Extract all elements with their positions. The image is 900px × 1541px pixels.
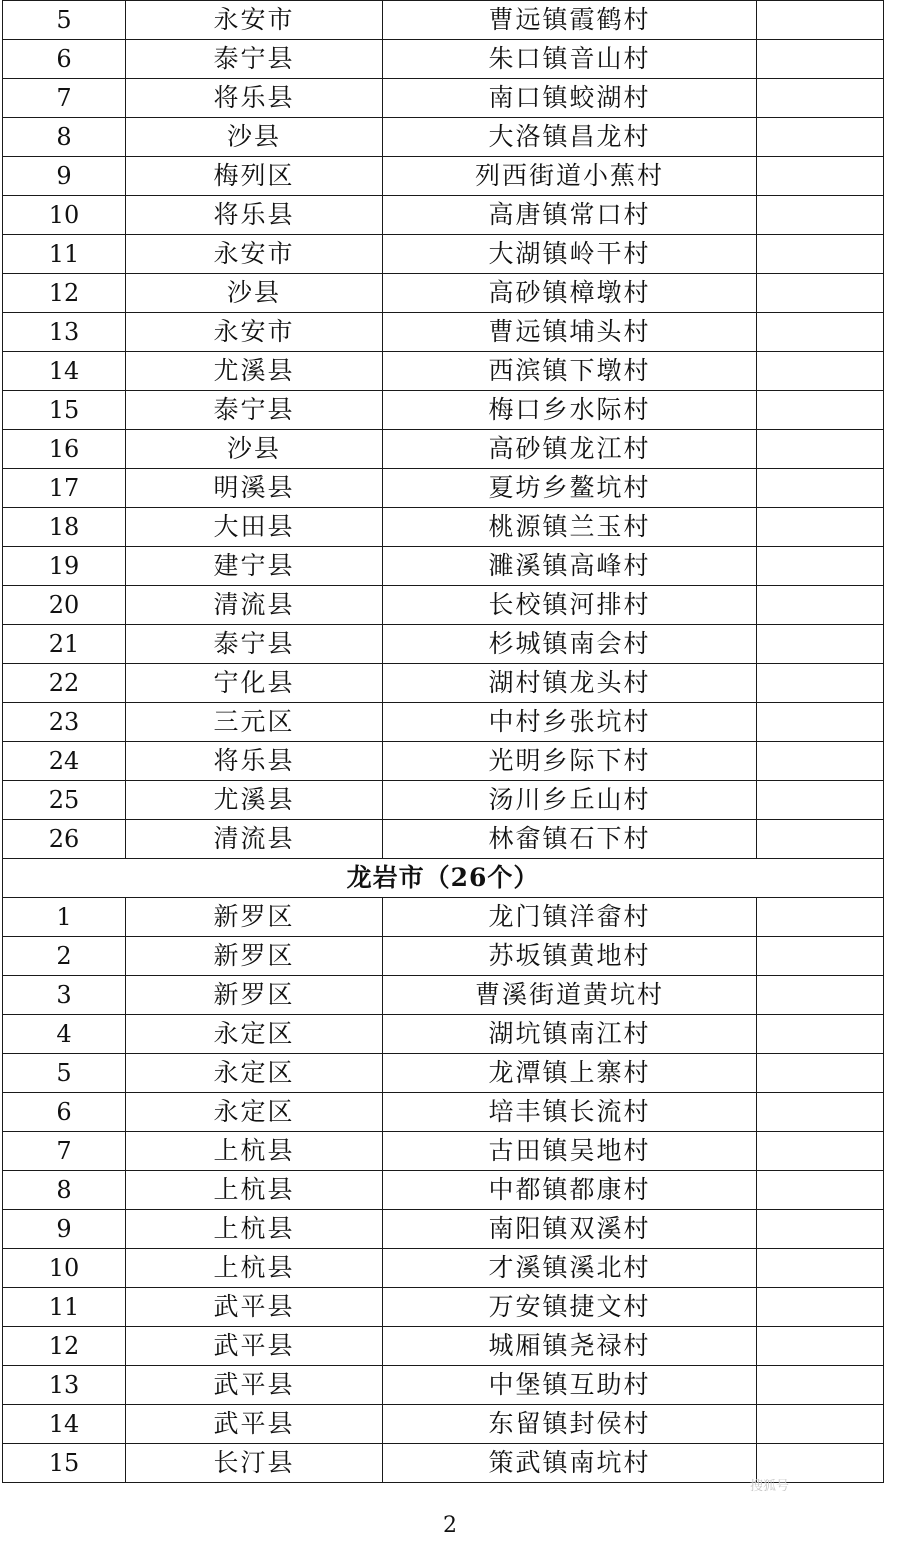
row-number-cell: 6 [3,40,126,79]
row-number-cell: 21 [3,625,126,664]
village-cell: 高砂镇樟墩村 [383,274,757,313]
note-cell [757,781,884,820]
county-cell: 沙县 [126,118,383,157]
note-cell [757,625,884,664]
village-cell: 古田镇吴地村 [383,1132,757,1171]
watermark-text: 搜狐号 [750,1479,790,1494]
table-row [3,1132,884,1171]
note-cell [757,1249,884,1288]
row-number-cell: 8 [3,1171,126,1210]
village-cell: 大湖镇岭干村 [383,235,757,274]
note-cell [757,274,884,313]
row-number-cell: 8 [3,118,126,157]
section-header-row [3,859,884,898]
table-row [3,313,884,352]
village-cell: 濉溪镇高峰村 [383,547,757,586]
note-cell [757,976,884,1015]
note-cell [757,1132,884,1171]
row-number-cell: 9 [3,1210,126,1249]
row-number-cell: 9 [3,157,126,196]
note-cell [757,118,884,157]
county-cell: 将乐县 [126,742,383,781]
row-number-cell: 6 [3,1093,126,1132]
note-cell [757,703,884,742]
table-row [3,1444,884,1483]
page-number: 2 [443,1513,457,1538]
table-row [3,1171,884,1210]
row-number-cell: 19 [3,547,126,586]
note-cell [757,1210,884,1249]
village-cell: 南口镇蛟湖村 [383,79,757,118]
row-number-cell: 16 [3,430,126,469]
table-row [3,820,884,859]
county-cell: 新罗区 [126,898,383,937]
note-cell [757,1444,884,1483]
village-cell: 梅口乡水际村 [383,391,757,430]
county-cell: 长汀县 [126,1444,383,1483]
row-number-cell: 15 [3,391,126,430]
table-row [3,157,884,196]
row-number-cell: 23 [3,703,126,742]
row-number-cell: 18 [3,508,126,547]
village-cell: 林畲镇石下村 [383,820,757,859]
note-cell [757,235,884,274]
county-cell: 梅列区 [126,157,383,196]
village-cell: 苏坂镇黄地村 [383,937,757,976]
county-cell: 武平县 [126,1288,383,1327]
village-cell: 曹远镇霞鹤村 [383,1,757,40]
row-number-cell: 11 [3,235,126,274]
row-number-cell: 12 [3,274,126,313]
note-cell [757,352,884,391]
row-number-cell: 26 [3,820,126,859]
note-cell [757,586,884,625]
table-row [3,898,884,937]
row-number-cell: 3 [3,976,126,1015]
village-list-table [2,0,884,1483]
village-cell: 高砂镇龙江村 [383,430,757,469]
county-cell: 沙县 [126,430,383,469]
village-cell: 夏坊乡鳌坑村 [383,469,757,508]
county-cell: 宁化县 [126,664,383,703]
county-cell: 上杭县 [126,1132,383,1171]
county-cell: 泰宁县 [126,40,383,79]
village-cell: 中堡镇互助村 [383,1366,757,1405]
village-cell: 西滨镇下墩村 [383,352,757,391]
county-cell: 永定区 [126,1015,383,1054]
note-cell [757,1366,884,1405]
county-cell: 清流县 [126,586,383,625]
village-cell: 南阳镇双溪村 [383,1210,757,1249]
village-cell: 策武镇南坑村 [383,1444,757,1483]
table-row [3,1405,884,1444]
county-cell: 永定区 [126,1054,383,1093]
table-row [3,1054,884,1093]
village-cell: 曹溪街道黄坑村 [383,976,757,1015]
table-row [3,1093,884,1132]
village-cell: 中村乡张坑村 [383,703,757,742]
table-row [3,625,884,664]
county-cell: 大田县 [126,508,383,547]
county-cell: 新罗区 [126,976,383,1015]
note-cell [757,1171,884,1210]
note-cell [757,391,884,430]
note-cell [757,1093,884,1132]
county-cell: 将乐县 [126,196,383,235]
county-cell: 永安市 [126,1,383,40]
note-cell [757,40,884,79]
row-number-cell: 7 [3,1132,126,1171]
note-cell [757,196,884,235]
village-cell: 高唐镇常口村 [383,196,757,235]
row-number-cell: 20 [3,586,126,625]
table-row [3,469,884,508]
county-cell: 上杭县 [126,1249,383,1288]
table-row [3,118,884,157]
county-cell: 上杭县 [126,1210,383,1249]
county-cell: 三元区 [126,703,383,742]
county-cell: 永安市 [126,313,383,352]
table-row [3,664,884,703]
note-cell [757,508,884,547]
table-row [3,235,884,274]
county-cell: 上杭县 [126,1171,383,1210]
county-cell: 永定区 [126,1093,383,1132]
table-row [3,391,884,430]
table-row [3,79,884,118]
county-cell: 武平县 [126,1327,383,1366]
row-number-cell: 15 [3,1444,126,1483]
village-cell: 城厢镇尧禄村 [383,1327,757,1366]
village-cell: 朱口镇音山村 [383,40,757,79]
row-number-cell: 4 [3,1015,126,1054]
note-cell [757,1327,884,1366]
note-cell [757,664,884,703]
table-row [3,274,884,313]
table-row [3,1327,884,1366]
table-row [3,196,884,235]
table-row [3,586,884,625]
row-number-cell: 10 [3,196,126,235]
village-cell: 才溪镇溪北村 [383,1249,757,1288]
village-cell: 桃源镇兰玉村 [383,508,757,547]
row-number-cell: 22 [3,664,126,703]
county-cell: 泰宁县 [126,625,383,664]
county-cell: 尤溪县 [126,352,383,391]
village-cell: 龙门镇洋畲村 [383,898,757,937]
table-row [3,976,884,1015]
table-row [3,352,884,391]
row-number-cell: 13 [3,1366,126,1405]
table-row [3,781,884,820]
table-row [3,703,884,742]
row-number-cell: 1 [3,898,126,937]
village-cell: 汤川乡丘山村 [383,781,757,820]
row-number-cell: 24 [3,742,126,781]
table-row [3,547,884,586]
county-cell: 武平县 [126,1405,383,1444]
village-cell: 杉城镇南会村 [383,625,757,664]
table-row [3,937,884,976]
village-cell: 列西街道小蕉村 [383,157,757,196]
note-cell [757,742,884,781]
village-cell: 培丰镇长流村 [383,1093,757,1132]
note-cell [757,898,884,937]
row-number-cell: 25 [3,781,126,820]
row-number-cell: 5 [3,1,126,40]
note-cell [757,430,884,469]
note-cell [757,157,884,196]
note-cell [757,79,884,118]
row-number-cell: 17 [3,469,126,508]
row-number-cell: 14 [3,1405,126,1444]
table-row [3,508,884,547]
village-cell: 长校镇河排村 [383,586,757,625]
county-cell: 永安市 [126,235,383,274]
table-row [3,742,884,781]
county-cell: 尤溪县 [126,781,383,820]
county-cell: 清流县 [126,820,383,859]
table-row [3,1249,884,1288]
note-cell [757,469,884,508]
village-cell: 中都镇都康村 [383,1171,757,1210]
table-row [3,40,884,79]
row-number-cell: 5 [3,1054,126,1093]
row-number-cell: 11 [3,1288,126,1327]
county-cell: 明溪县 [126,469,383,508]
note-cell [757,1054,884,1093]
village-cell: 曹远镇埔头村 [383,313,757,352]
note-cell [757,1405,884,1444]
county-cell: 泰宁县 [126,391,383,430]
village-cell: 龙潭镇上寨村 [383,1054,757,1093]
row-number-cell: 14 [3,352,126,391]
note-cell [757,937,884,976]
section-title: 龙岩市（26个） [3,859,884,898]
row-number-cell: 7 [3,79,126,118]
village-cell: 湖村镇龙头村 [383,664,757,703]
table-body [3,1,884,1483]
county-cell: 将乐县 [126,79,383,118]
table-row [3,1288,884,1327]
row-number-cell: 12 [3,1327,126,1366]
row-number-cell: 10 [3,1249,126,1288]
village-cell: 大洛镇昌龙村 [383,118,757,157]
village-cell: 湖坑镇南江村 [383,1015,757,1054]
village-cell: 光明乡际下村 [383,742,757,781]
table-row [3,430,884,469]
county-cell: 武平县 [126,1366,383,1405]
table-row [3,1,884,40]
note-cell [757,1,884,40]
note-cell [757,1288,884,1327]
table-row [3,1210,884,1249]
note-cell [757,313,884,352]
row-number-cell: 2 [3,937,126,976]
county-cell: 建宁县 [126,547,383,586]
note-cell [757,820,884,859]
table-row [3,1015,884,1054]
row-number-cell: 13 [3,313,126,352]
village-cell: 东留镇封侯村 [383,1405,757,1444]
table-row [3,1366,884,1405]
village-cell: 万安镇捷文村 [383,1288,757,1327]
note-cell [757,1015,884,1054]
county-cell: 新罗区 [126,937,383,976]
county-cell: 沙县 [126,274,383,313]
note-cell [757,547,884,586]
